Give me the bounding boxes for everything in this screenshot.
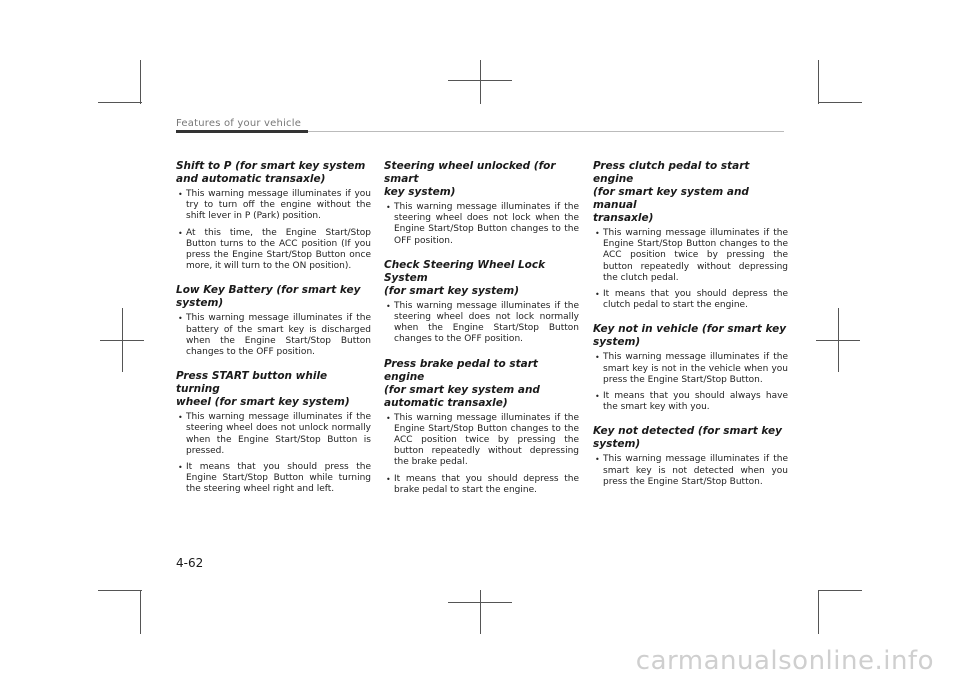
bullet-text: • This warning message illuminates if the battery of the smart key is discharged when the Engine Start/Stop Button changes to the OFF position. bbox=[176, 313, 371, 358]
section-header bbox=[176, 118, 784, 136]
header-rule-light bbox=[308, 131, 784, 132]
header-rule-dark bbox=[176, 130, 308, 133]
message-heading: Key not detected (for smart key system) bbox=[593, 425, 782, 451]
bullet-text: • This warning message illuminates if the smart key is not detected when you press the Engine Start/Stop Button. bbox=[593, 454, 788, 488]
message-block bbox=[384, 358, 579, 496]
message-heading: Key not in vehicle (for smart key system) bbox=[593, 323, 787, 349]
bullet-text: • This warning message illuminates if the steering wheel does not lock normally when the Engine Start/Stop Button changes to the OFF position. bbox=[384, 301, 579, 346]
page-number: 4-62 bbox=[176, 556, 204, 570]
bullet-text: • This warning message illuminates if the smart key is not in the vehicle when you press the Engine Start/Stop Button. bbox=[593, 352, 788, 386]
section-title: Features of your vehicle bbox=[176, 118, 302, 129]
bullet-text: • This warning message illuminates if you try to turn off the engine without the shift lever in P (Park) position. bbox=[176, 189, 371, 223]
bullet-text: • This warning message illuminates if the steering wheel does not unlock normally when the Engine Start/Stop Button is pressed. bbox=[176, 412, 371, 457]
watermark-text: carmanualsonline.info bbox=[635, 646, 934, 676]
bullet-text: • This warning message illuminates if the Engine Start/Stop Button changes to the ACC position twice by pressing the button repeatedly without depressing the brake pedal. bbox=[384, 413, 579, 469]
message-heading: Press clutch pedal to start engine (for smart key system and manual transaxle) bbox=[593, 160, 750, 224]
message-block bbox=[593, 323, 788, 413]
bullet-text: • It means that you should press the Engine Start/Stop Button while turning the steering wheel right and left. bbox=[176, 462, 371, 496]
message-block bbox=[384, 259, 579, 346]
column-2 bbox=[384, 160, 579, 508]
bullet-text: • It means that you should depress the brake pedal to start the engine. bbox=[384, 474, 579, 496]
message-heading: Shift to P (for smart key system and automatic transaxle) bbox=[176, 160, 366, 185]
bullet-text: • It means that you should depress the clutch pedal to start the engine. bbox=[593, 289, 788, 311]
message-heading: Check Steering Wheel Lock System (for smart key system) bbox=[384, 258, 546, 297]
message-block bbox=[176, 284, 371, 358]
message-block bbox=[593, 160, 788, 311]
message-block bbox=[176, 160, 371, 272]
bullet-text: • This warning message illuminates if the Engine Start/Stop Button changes to the ACC position twice by pressing the button repeatedly without depressing the clutch pedal. bbox=[593, 228, 788, 284]
column-1 bbox=[176, 160, 371, 508]
message-block bbox=[176, 370, 371, 495]
bullet-text: • This warning message illuminates if the steering wheel does not lock when the Engine Start/Stop Button changes to the OFF position. bbox=[384, 202, 579, 247]
message-block bbox=[384, 160, 579, 247]
column-3 bbox=[593, 160, 788, 500]
bullet-text: • At this time, the Engine Start/Stop Button turns to the ACC position (If you press the Engine Start/Stop Button once more, it will turn to the ON position). bbox=[176, 228, 371, 273]
message-block bbox=[593, 425, 788, 488]
message-heading: Press brake pedal to start engine (for smart key system and automatic transaxle) bbox=[384, 357, 540, 409]
message-heading: Steering wheel unlocked (for smart key system) bbox=[384, 160, 556, 198]
bullet-text: • It means that you should always have the smart key with you. bbox=[593, 391, 788, 413]
message-heading: Low Key Battery (for smart key system) bbox=[176, 284, 361, 310]
message-heading: Press START button while turning wheel (for smart key system) bbox=[176, 370, 350, 409]
